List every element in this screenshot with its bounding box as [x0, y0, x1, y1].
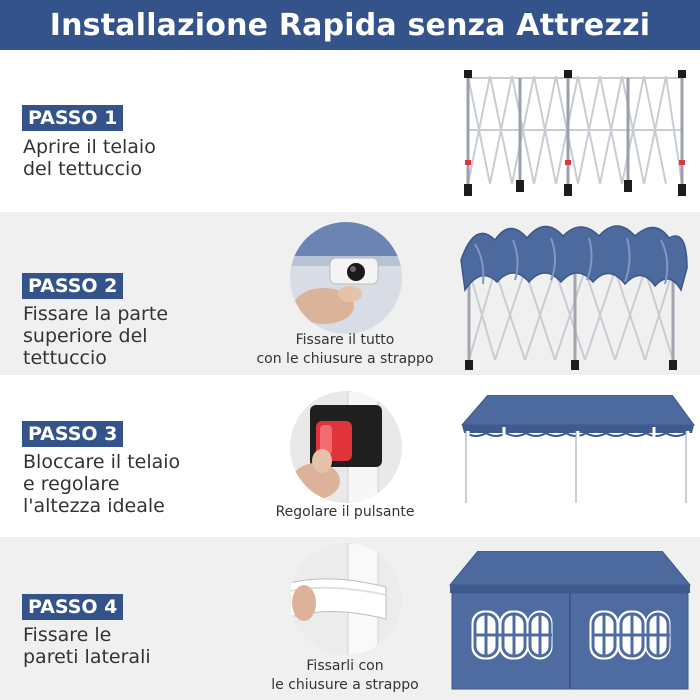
step-1-section — [0, 50, 700, 212]
step-4-caption-line: Fissarli con — [306, 658, 384, 674]
step-2-description-line: superiore del — [23, 325, 148, 347]
frame-with-canopy-illustration — [455, 220, 693, 370]
step-4-description-line: pareti laterali — [23, 646, 151, 668]
page-header — [0, 0, 700, 50]
step-3-caption — [245, 503, 445, 522]
step-3-section — [0, 375, 700, 537]
step-2-section — [0, 212, 700, 375]
page-title: Installazione Rapida senza Attrezzi — [49, 7, 651, 43]
step-3-caption-line: Regolare il pulsante — [275, 504, 415, 520]
velcro-strap-detail — [290, 543, 402, 655]
step-1-description-line: del tettuccio — [23, 158, 142, 180]
step-3-badge: PASSO 3 — [22, 421, 123, 447]
step-3-description — [23, 451, 243, 517]
step-4-badge: PASSO 4 — [22, 594, 123, 620]
folded-frame-illustration — [460, 64, 690, 200]
step-2-description-line: Fissare la parte — [23, 303, 169, 325]
step-4-caption-line: le chiusure a strappo — [271, 677, 419, 693]
velcro-closure-detail — [290, 222, 402, 334]
step-1-description — [23, 136, 243, 180]
step-4-caption — [245, 657, 445, 695]
step-2-caption-line: con le chiusure a strappo — [256, 351, 434, 367]
step-2-caption-line: Fissare il tutto — [295, 332, 395, 348]
step-2-description — [23, 303, 243, 369]
step-2-badge: PASSO 2 — [22, 273, 123, 299]
step-1-badge: PASSO 1 — [22, 105, 123, 131]
step-3-description-line: Bloccare il telaio — [23, 451, 181, 473]
step-4-description-line: Fissare le — [23, 624, 112, 646]
step-2-caption — [245, 331, 445, 369]
step-3-description-line: e regolare — [23, 473, 120, 495]
step-2-description-line: tettuccio — [23, 347, 107, 369]
gazebo-with-walls-illustration — [448, 551, 692, 691]
step-3-description-line: l'altezza ideale — [23, 495, 165, 517]
red-lock-button-detail — [290, 391, 402, 503]
open-gazebo-illustration — [460, 395, 696, 505]
step-4-description — [23, 624, 243, 668]
step-4-section — [0, 537, 700, 700]
step-1-description-line: Aprire il telaio — [23, 136, 156, 158]
